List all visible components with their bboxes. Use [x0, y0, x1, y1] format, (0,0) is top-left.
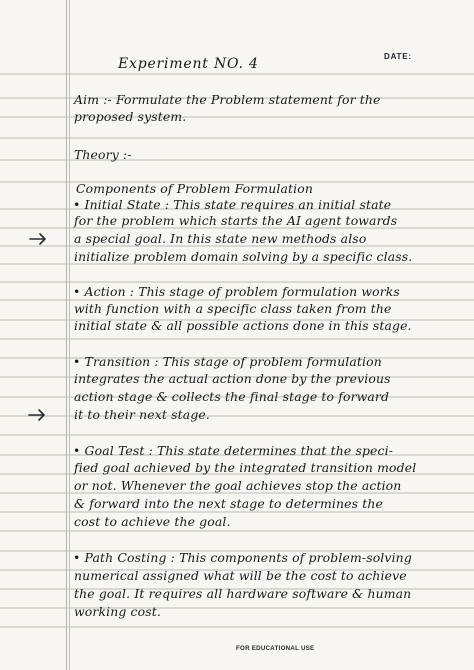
transition-line-3: action stage & collects the final stage to forward	[74, 389, 390, 404]
action-line-3: initial state & all possible actions done in this stage.	[74, 318, 412, 333]
notebook-rules	[0, 74, 474, 627]
page-title: Experiment NO. 4	[118, 56, 259, 72]
theory-heading: Theory :-	[74, 147, 132, 162]
initial-state-line-4: initialize problem domain solving by a specific class.	[74, 249, 413, 264]
path-costing-line-3: the goal. It requires all hardware software & human	[74, 586, 412, 601]
margin-line	[66, 0, 67, 670]
action-line-1: • Action : This stage of problem formulation works	[73, 284, 400, 299]
path-costing-line-1: • Path Costing : This components of problem-solving	[73, 550, 412, 565]
arrow-mark-icon	[29, 232, 51, 246]
initial-state-line-1: • Initial State : This state requires an initial state	[73, 197, 392, 212]
path-costing-line-2: numerical assigned what will be the cost to achieve	[74, 568, 407, 583]
action-line-2: with function with a specific class taken from the	[74, 301, 392, 316]
initial-state-line-3: a special goal. In this state new methods also	[74, 231, 367, 246]
arrow-mark-icon	[28, 408, 50, 422]
initial-state-line-2: for the problem which starts the AI agent towards	[74, 213, 398, 228]
goal-test-line-3: or not. Whenever the goal achieves stop the action	[74, 478, 402, 493]
footer-label: FOR EDUCATIONAL USE	[236, 645, 315, 652]
transition-line-1: • Transition : This stage of problem formulation	[73, 354, 382, 369]
goal-test-line-4: & forward into the next stage to determines the	[74, 496, 383, 511]
margin-line-secondary	[69, 0, 70, 670]
date-label: DATE:	[384, 52, 412, 61]
components-heading: Components of Problem Formulation	[76, 181, 313, 196]
aim-line-2: proposed system.	[74, 109, 187, 124]
goal-test-line-2: fied goal achieved by the integrated transition model	[74, 460, 417, 475]
transition-line-2: integrates the actual action done by the previous	[74, 371, 391, 386]
path-costing-line-4: working cost.	[74, 604, 161, 619]
goal-test-line-5: cost to achieve the goal.	[74, 514, 231, 529]
aim-line-1: Aim :- Formulate the Problem statement for the	[74, 92, 381, 107]
goal-test-line-1: • Goal Test : This state determines that the speci-	[73, 443, 394, 458]
transition-line-4: it to their next stage.	[74, 407, 210, 422]
